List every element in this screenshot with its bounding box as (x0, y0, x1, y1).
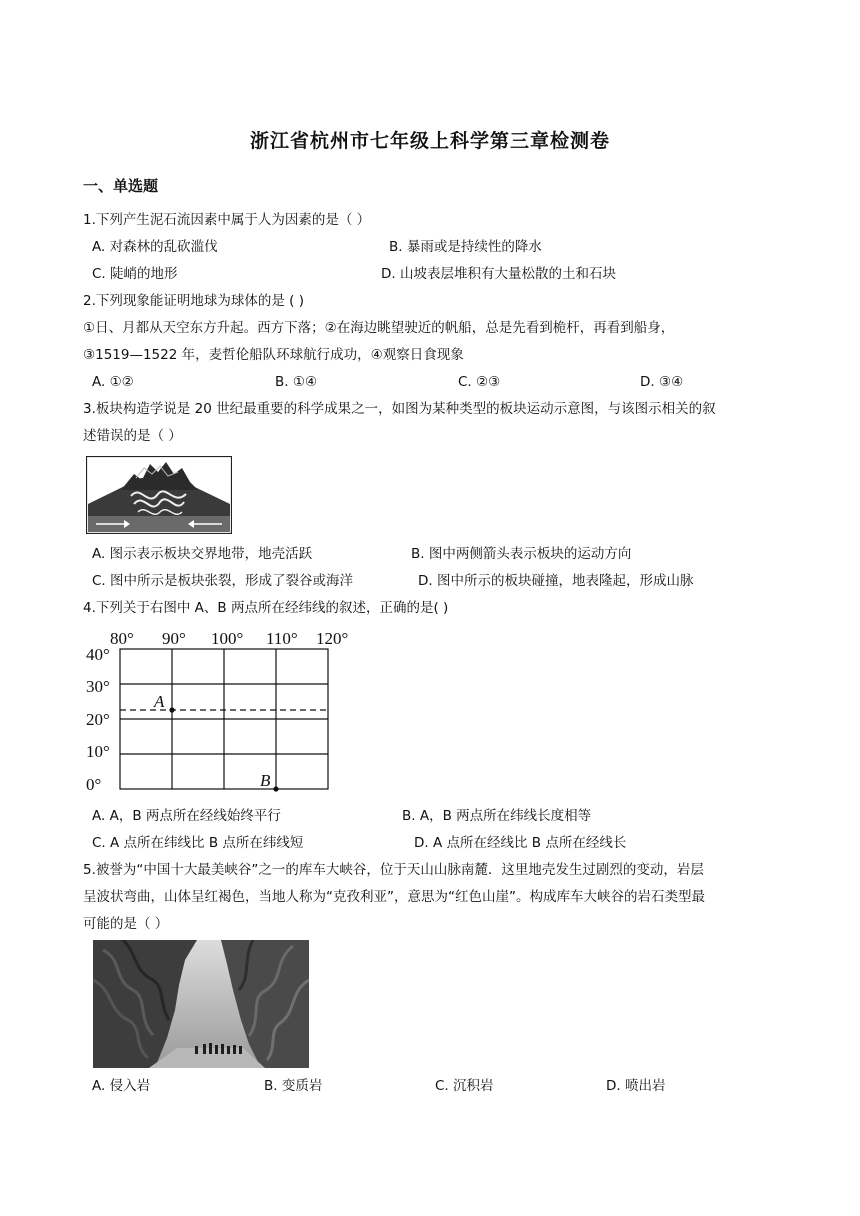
q1-option-b: B. 暴雨或是持续性的降水 (389, 239, 542, 255)
point-a-label: A (154, 692, 165, 711)
q3-option-a: A. 图示表示板块交界地带，地壳活跃 (92, 546, 313, 562)
q2-option-b: B. ①④ (275, 374, 318, 390)
question-4-stem: 4.下列关于右图中 A、B 两点所在经纬线的叙述，正确的是( ) (83, 600, 449, 616)
latitude-label: 10° (86, 742, 110, 761)
page-title: 浙江省杭州市七年级上科学第三章检测卷 (249, 130, 610, 152)
longitude-label: 90° (162, 629, 186, 648)
q4-option-b: B. A，B 两点所在纬线长度相等 (402, 808, 592, 824)
longitude-label: 100° (211, 629, 244, 648)
q3-option-c: C. 图中所示是板块张裂，形成了裂谷或海洋 (92, 573, 354, 589)
q1-option-c: C. 陡峭的地形 (92, 266, 178, 282)
q3-option-b: B. 图中两侧箭头表示板块的运动方向 (411, 546, 632, 562)
q2-option-d: D. ③④ (640, 374, 684, 390)
point-b-label: B (260, 771, 271, 790)
q3-option-d: D. 图中所示的板块碰撞，地表隆起，形成山脉 (418, 573, 694, 589)
canyon-photo (93, 940, 309, 1068)
longitude-label: 120° (316, 629, 349, 648)
point-a-marker (169, 707, 174, 712)
q4-option-c: C. A 点所在纬线比 B 点所在纬线短 (92, 835, 304, 851)
q5-option-b: B. 变质岩 (264, 1078, 323, 1094)
latitude-label: 40° (86, 645, 110, 664)
question-2-stem: 2.下列现象能证明地球为球体的是 ( ) (83, 293, 304, 309)
longitude-label: 80° (110, 629, 134, 648)
question-1-stem: 1.下列产生泥石流因素中属于人为因素的是（ ） (83, 212, 371, 228)
section-heading: 一、单选题 (83, 177, 159, 195)
q2-option-c: C. ②③ (458, 374, 501, 390)
q2-option-a: A. ①② (92, 374, 134, 390)
q4-option-d: D. A 点所在经线比 B 点所在经线长 (414, 835, 627, 851)
q5-option-d: D. 喷出岩 (606, 1078, 666, 1094)
latitude-label: 20° (86, 710, 110, 729)
q1-option-d: D. 山坡表层堆积有大量松散的土和石块 (381, 266, 616, 282)
question-5-line-2: 呈波状弯曲，山体呈红褐色，当地人称为“克孜利亚”，意思为“红色山崖”。构成库车大峡谷的岩石类型最 (83, 889, 705, 905)
plate-collision-diagram (86, 456, 232, 534)
q1-option-a: A. 对森林的乱砍滥伐 (92, 239, 218, 255)
latitude-label: 0° (86, 775, 102, 794)
q5-option-c: C. 沉积岩 (435, 1078, 494, 1094)
q4-option-a: A. A，B 两点所在经线始终平行 (92, 808, 281, 824)
question-2-line-3: ③1519—1522 年，麦哲伦船队环球航行成功，④观察日食现象 (83, 347, 464, 363)
question-5-line-3: 可能的是（ ） (83, 916, 169, 932)
q5-option-a: A. 侵入岩 (92, 1078, 151, 1094)
longitude-label: 110° (266, 629, 298, 648)
point-b-marker (273, 786, 278, 791)
question-2-line-2: ①日、月都从天空东方升起。西方下落；②在海边眺望驶近的帆船，总是先看到桅杆，再看到船身， (83, 320, 675, 336)
question-3-line-2: 述错误的是（ ） (83, 428, 182, 444)
lat-long-grid-figure (84, 624, 356, 798)
latitude-label: 30° (86, 677, 110, 696)
question-5-stem: 5.被誉为“中国十大最美峡谷”之一的库车大峡谷，位于天山山脉南麓．这里地壳发生过剧烈的变动，岩层 (83, 862, 704, 878)
question-3-stem: 3.板块构造学说是 20 世纪最重要的科学成果之一，如图为某种类型的板块运动示意图，与该图示相关的叙 (83, 401, 716, 417)
